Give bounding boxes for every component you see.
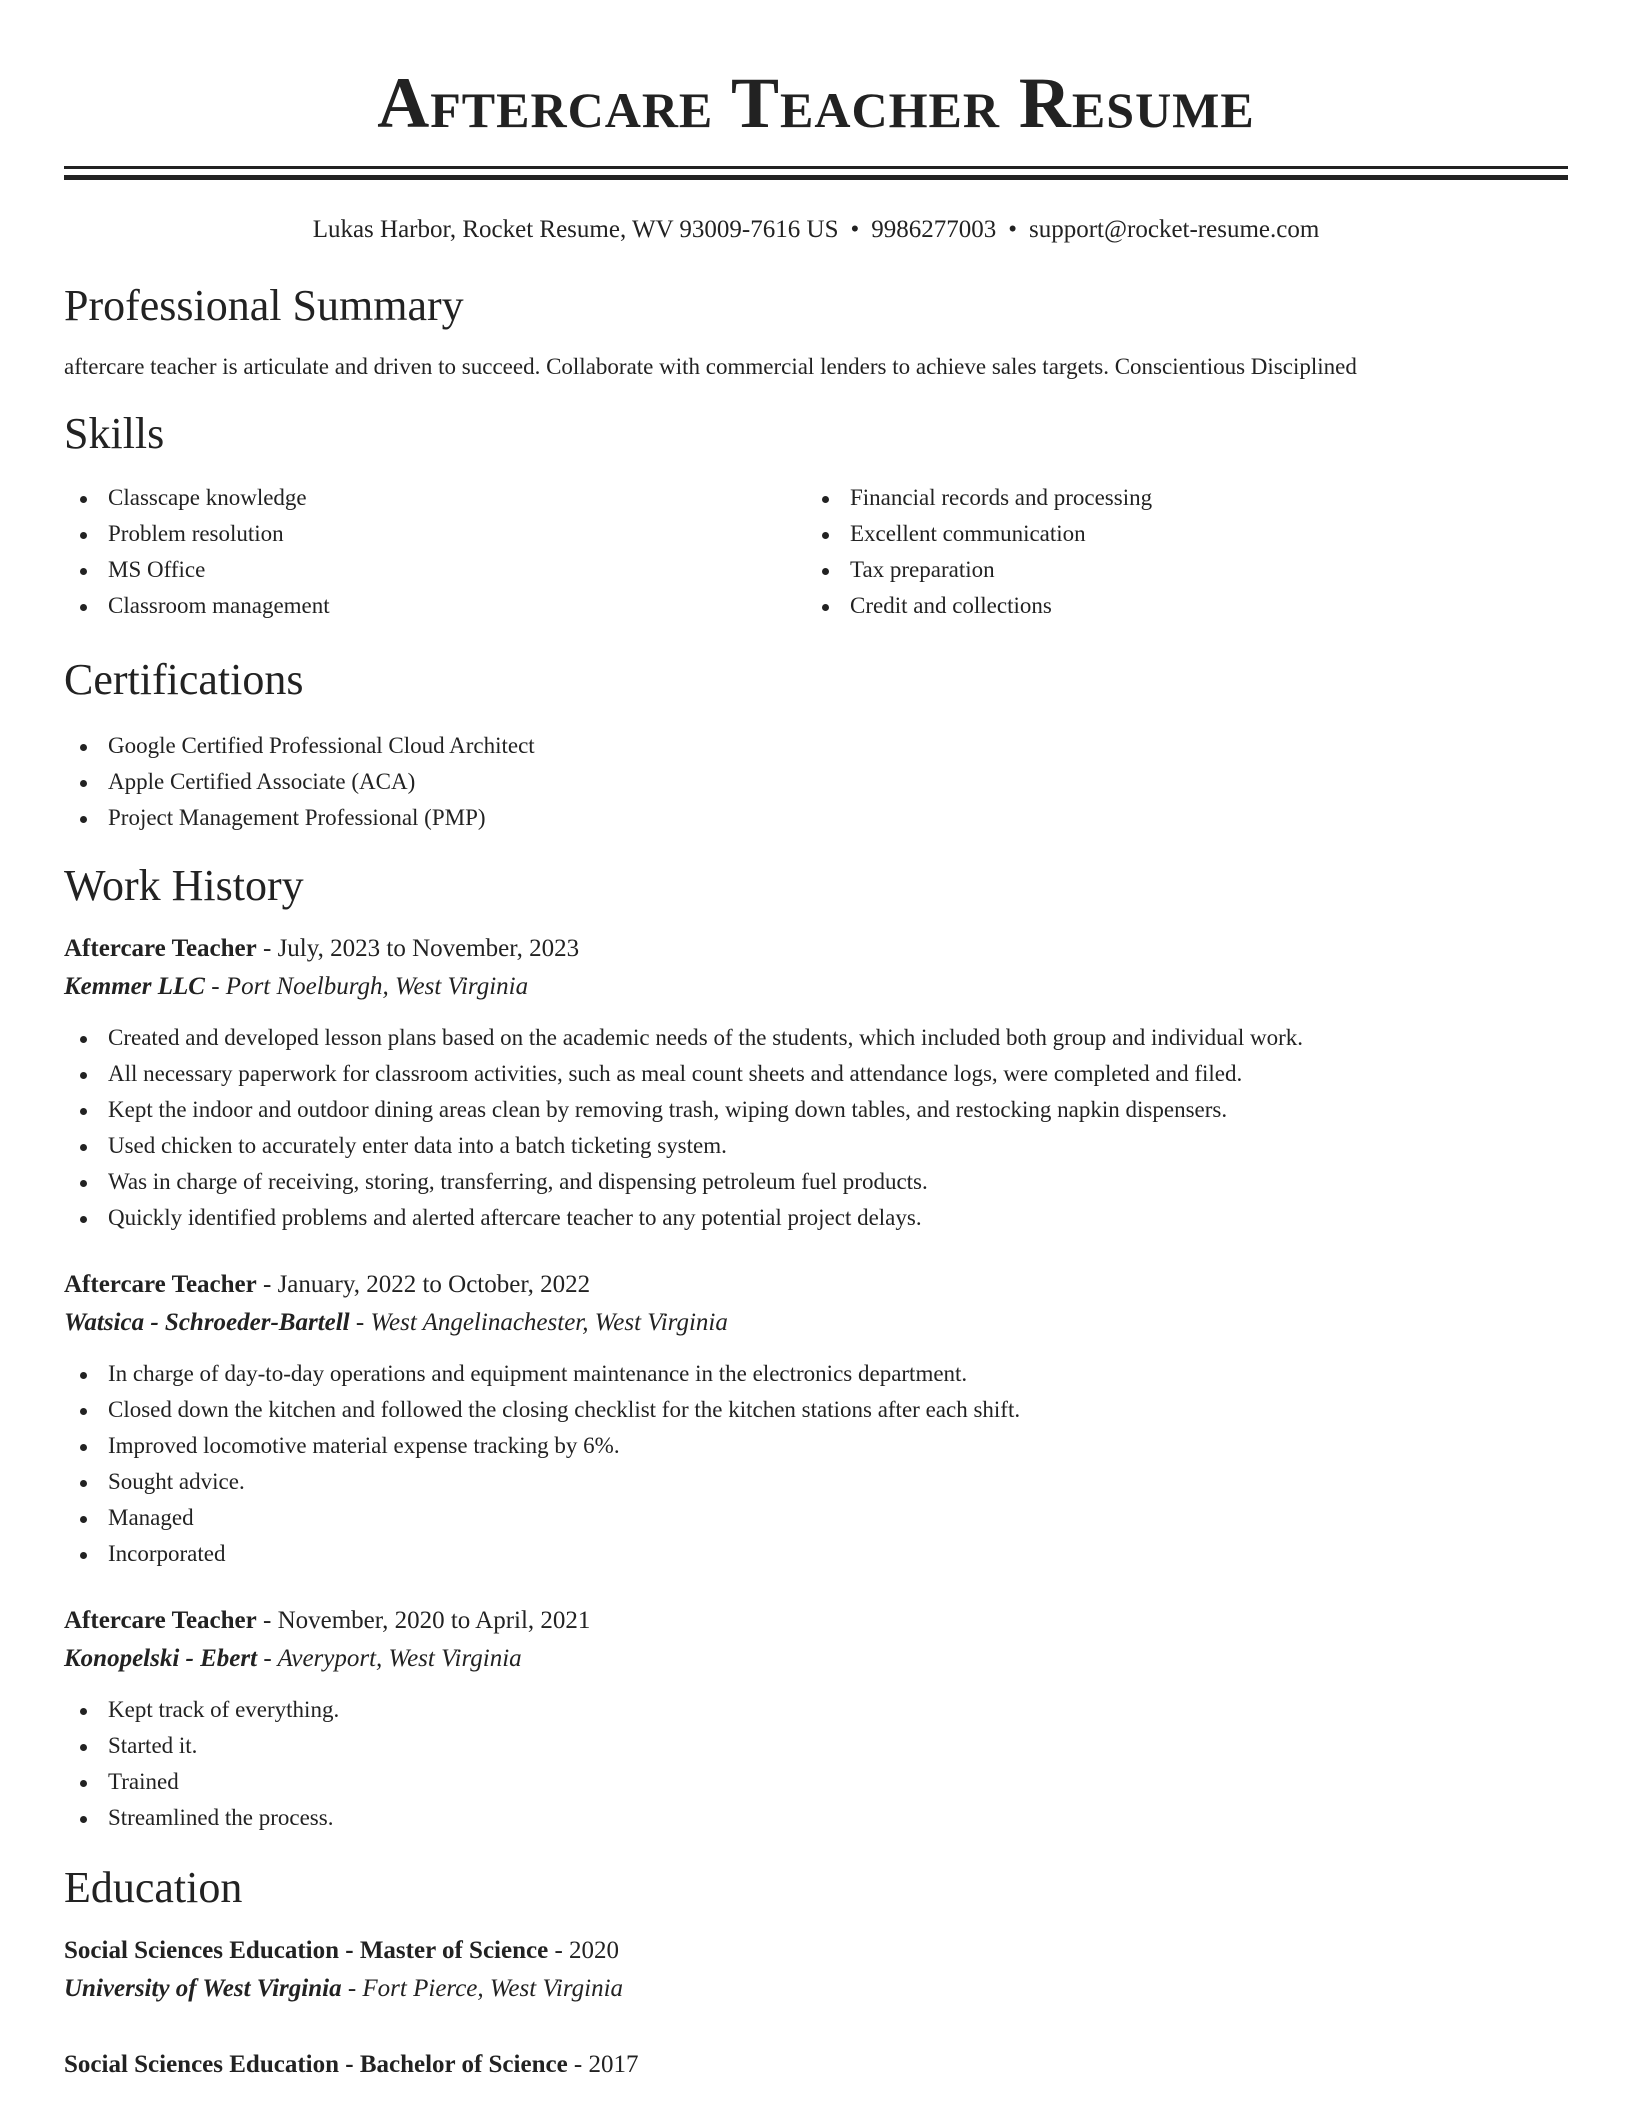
contact-address: Lukas Harbor, Rocket Resume, WV 93009-7616 US: [312, 216, 839, 243]
job-bullet: Kept track of everything.: [64, 1692, 1568, 1728]
job-title: Aftercare Teacher: [64, 1271, 257, 1298]
job-title-line: [64, 1266, 1568, 1304]
job-entry: [64, 1266, 1568, 1572]
job-company-line: [64, 1640, 1568, 1678]
resume-page: [64, 0, 1568, 2084]
job-company: Kemmer LLC: [64, 973, 205, 1000]
job-bullet: Started it.: [64, 1728, 1568, 1764]
job-bullet: Managed: [64, 1500, 1568, 1536]
job-company-line: [64, 1304, 1568, 1342]
title-rule-thick: [64, 175, 1568, 180]
skills-grid: [64, 480, 1568, 624]
skill-item: Classroom management: [64, 588, 806, 624]
skill-item: Financial records and processing: [806, 480, 1548, 516]
job-title-line: [64, 1602, 1568, 1640]
education-school-line: [64, 1970, 1568, 2008]
job-bullet: Quickly identified problems and alerted aftercare teacher to any potential project delays.: [64, 1200, 1568, 1236]
work-history-heading: Work History: [64, 861, 304, 910]
job-bullet: Incorporated: [64, 1536, 1568, 1572]
contact-phone: 9986277003: [871, 216, 997, 243]
contact-separator: •: [850, 216, 860, 243]
job-bullet: Used chicken to accurately enter data into a batch ticketing system.: [64, 1128, 1568, 1164]
education-entry: [64, 1932, 1568, 2008]
job-bullet: Kept the indoor and outdoor dining areas clean by removing trash, wiping down tables, and restocking napkin dispensers.: [64, 1092, 1568, 1128]
education-year: - 2017: [567, 2051, 639, 2078]
education-heading: Education: [64, 1863, 243, 1912]
certifications-list: [64, 728, 1568, 836]
skill-item: Excellent communication: [806, 516, 1548, 552]
job-title: Aftercare Teacher: [64, 1607, 257, 1634]
job-bullet: In charge of day-to-day operations and equipment maintenance in the electronics department.: [64, 1356, 1568, 1392]
job-bullet: Was in charge of receiving, storing, transferring, and dispensing petroleum fuel products.: [64, 1164, 1568, 1200]
job-company: Watsica - Schroeder-Bartell: [64, 1309, 350, 1336]
job-bullets: [64, 1692, 1568, 1836]
job-bullets: [64, 1020, 1568, 1236]
job-bullet: Streamlined the process.: [64, 1800, 1568, 1836]
contact-separator: •: [1008, 216, 1017, 243]
job-bullet: All necessary paperwork for classroom activities, such as meal count sheets and attendance logs, were completed and filed.: [64, 1056, 1568, 1092]
education-entry: [64, 2046, 1568, 2084]
job-bullet: Sought advice.: [64, 1464, 1568, 1500]
education-school: University of West Virginia: [64, 1975, 342, 2002]
job-dates: - January, 2022 to October, 2022: [256, 1271, 591, 1298]
job-location: - Port Noelburgh, West Virginia: [204, 973, 529, 1000]
job-company: Konopelski - Ebert: [64, 1645, 258, 1672]
job-entry: [64, 1602, 1568, 1836]
job-title: Aftercare Teacher: [64, 935, 257, 962]
job-bullets: [64, 1356, 1568, 1572]
skill-item: Classcape knowledge: [64, 480, 806, 516]
summary-heading: Professional Summary: [64, 281, 464, 330]
contact-email[interactable]: support@rocket-resume.com: [1029, 216, 1320, 243]
education-degree: Social Sciences Education - Bachelor of Science: [64, 2051, 568, 2078]
job-bullet: Trained: [64, 1764, 1568, 1800]
title-rule-thin: [64, 166, 1568, 169]
certification-item: Apple Certified Associate (ACA): [64, 764, 1568, 800]
education-degree-line: [64, 1932, 1568, 1970]
education-location: - Fort Pierce, West Virginia: [341, 1975, 624, 2002]
education-year: - 2020: [548, 1937, 620, 1964]
education-degree: Social Sciences Education - Master of Science: [64, 1937, 549, 1964]
job-bullet: Closed down the kitchen and followed the closing checklist for the kitchen stations after each shift.: [64, 1392, 1568, 1428]
resume-title: Aftercare Teacher Resume: [377, 63, 1255, 143]
skills-heading: Skills: [64, 409, 165, 458]
skill-item: MS Office: [64, 552, 806, 588]
certifications-heading: Certifications: [64, 655, 304, 704]
contact-line: [64, 214, 1568, 246]
skill-item: Problem resolution: [64, 516, 806, 552]
certification-item: Google Certified Professional Cloud Architect: [64, 728, 1568, 764]
summary-text: aftercare teacher is articulate and driven to succeed. Collaborate with commercial lenders to achieve sales targets. Conscientious Disciplined: [64, 354, 1357, 379]
job-location: - West Angelinachester, West Virginia: [349, 1309, 728, 1336]
job-title-line: [64, 930, 1568, 968]
skills-list-left: [64, 480, 806, 624]
job-dates: - November, 2020 to April, 2021: [256, 1607, 591, 1634]
job-bullet: Improved locomotive material expense tracking by 6%.: [64, 1428, 1568, 1464]
certification-item: Project Management Professional (PMP): [64, 800, 1568, 836]
job-entry: [64, 930, 1568, 1236]
skills-list-right: [806, 480, 1548, 624]
job-location: - Averyport, West Virginia: [257, 1645, 522, 1672]
job-bullet: Created and developed lesson plans based on the academic needs of the students, which included both group and individual work.: [64, 1020, 1568, 1056]
job-dates: - July, 2023 to November, 2023: [256, 935, 580, 962]
job-company-line: [64, 968, 1568, 1006]
skill-item: Tax preparation: [806, 552, 1548, 588]
skill-item: Credit and collections: [806, 588, 1548, 624]
education-degree-line: [64, 2046, 1568, 2084]
